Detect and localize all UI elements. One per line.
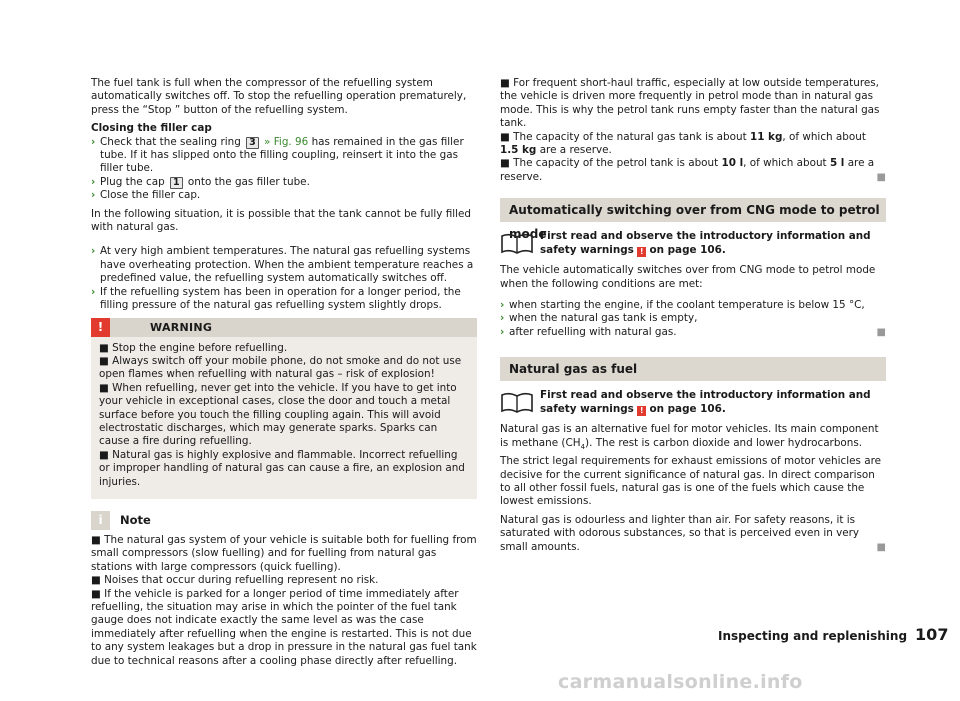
condition-text: when the natural gas tank is empty, [509,312,698,325]
arrow-icon: › [91,175,96,188]
value: 5 l [829,157,845,170]
end-mark-icon: ■ [876,326,886,338]
page-link[interactable]: on page 106. [649,402,726,415]
warning-icon: ! [637,247,646,257]
paragraph-text: Natural gas is an alternative fuel for motor vehicles. Its main component is methane (CH [500,423,879,449]
first-read-text: First read and observe the introductory information and safety warnings [540,389,871,415]
bullet-text: The capacity of the natural gas tank is about [513,130,747,143]
arrow-icon: › [91,135,96,148]
warning-body [91,337,477,499]
bullet-icon: ■ [99,381,109,394]
warning-text: Stop the engine before refuelling. [112,341,288,354]
condition-item [91,245,477,285]
note-text: Noises that occur during refuelling represent no risk. [104,574,379,587]
note-item [91,588,477,668]
step-item [91,189,477,202]
paragraph-text: Natural gas is odourless and lighter than air. For safety reasons, it is saturated with odorous substances, so that is perceived even in very small amounts. [500,513,860,553]
paragraph: In the following situation, it is possible that the tank cannot be fully filled with natural gas. [91,207,472,234]
end-mark-icon: ■ [876,541,886,553]
warning-item [99,355,469,382]
paragraph: The vehicle automatically switches over from CNG mode to petrol mode when the following conditions are met: [500,264,876,290]
open-book-icon [500,232,534,254]
condition-item [500,299,886,312]
note-text: If the vehicle is parked for a longer period of time immediately after refuelling, the situation may arise in which the pointer of the fuel tank gauge does not indicate exactly the same level as was the case immediately after refuelling when the engine is restarted. This is not due to any system leakages but a drop in pressure in the natural gas fuel tank due to technical reasons after a cooling phase directly after refuelling. [91,587,477,667]
end-mark-icon: ■ [876,171,886,183]
step-item [91,176,477,189]
paragraph [500,514,886,554]
paragraph [500,423,886,450]
bullet-icon: ■ [99,448,109,461]
bullet-text: are a reserve. [500,157,875,183]
bullet-text: For frequent short-haul traffic, especially at low outside temperatures, the vehicle is driven more frequently in petrol mode than in natural gas mode. This is why the petrol tank runs empty faster than the natural gas tank. [500,77,880,130]
condition-item [500,326,886,339]
note-body [91,534,477,668]
step-item [91,136,477,176]
arrow-icon: › [500,299,505,312]
arrow-icon: › [91,189,96,202]
bullet-icon: ■ [99,354,109,367]
warning-item [99,382,469,449]
right-column [500,77,886,559]
bullet-icon: ■ [500,157,510,170]
left-column [91,77,477,668]
value: 1.5 kg [500,144,537,157]
page-link[interactable]: on page 106. [649,243,726,256]
subscript: 4 [580,442,586,451]
note-title: Note [120,512,151,527]
first-read-note [500,230,886,258]
first-read-text: First read and observe the introductory information and safety warnings [540,230,871,256]
bullet-text: , of which about [743,157,827,170]
condition-text: when starting the engine, if the coolant temperature is below 15 °C, [509,299,865,312]
page-footer [718,625,949,644]
condition-item [500,312,886,325]
bullet-item [500,131,886,158]
first-read-note [500,389,886,417]
subheading-closing: Closing the filler cap [91,122,212,135]
info-icon: i [91,511,110,530]
page-number: 107 [915,625,949,644]
condition-text: after refuelling with natural gas. [509,325,677,338]
bullet-text: , of which about [782,130,866,143]
note-text: The natural gas system of your vehicle is suitable both for fuelling from small compressors (slow fuelling) and for fuelling from natural gas stations with large compressors (quick fuelling). [91,533,477,573]
step-text: onto the gas filler tube. [187,175,310,188]
bullet-icon: ■ [99,341,109,354]
warning-text: When refuelling, never get into the vehicle. If you have to get into your vehicle in exceptional cases, close the door and touch a metal surface before you touch the filling coupling again. This will avoid electrostatic discharges, which may generate sparks. Sparks can cause a fire during refuelling. [99,381,457,448]
bullet-text: The capacity of the petrol tank is about [513,157,719,170]
paragraph: The fuel tank is full when the compressor of the refuelling system automatically switches off. To stop the refuelling operation prematurely, press the “Stop ” button of the refuelling system. [91,77,467,116]
note-item [91,574,477,587]
bullet-item [500,157,886,184]
arrow-icon: › [91,245,96,258]
section-heading: Natural gas as fuel [500,357,886,381]
condition-text: At very high ambient temperatures. The natural gas refuelling systems have overheating protection. When the ambient temperature reaches a predefined value, the refuelling system automatically switches off. [100,245,474,285]
bullet-icon: ■ [91,587,101,600]
open-book-icon [500,391,534,413]
bullet-icon: ■ [500,130,510,143]
bullet-item [500,77,886,131]
warning-text: Natural gas is highly explosive and flammable. Incorrect refuelling or improper handling of natural gas can cause a fire, an explosion and injuries. [99,448,465,488]
figure-link[interactable]: » Fig. 96 [264,135,309,148]
step-text: Plug the cap [100,175,165,188]
warning-icon: ! [91,318,110,337]
warning-item [99,449,469,489]
bullet-text: are a reserve. [539,144,612,157]
paragraph: The strict legal requirements for exhaust emissions of motor vehicles are decisive for the current significance of natural gas. In direct comparison to all other fossil fuels, natural gas is one of the fuels which cause the lowest emissions. [500,455,882,508]
note-header [91,511,477,530]
step-text: Close the filler cap. [100,189,201,202]
footer-section-title: Inspecting and replenishing [718,629,908,643]
arrow-icon: › [500,325,505,338]
warning-header [91,318,477,337]
bullet-icon: ■ [500,77,510,89]
warning-text: Always switch off your mobile phone, do not smoke and do not use open flames when refuelling with natural gas – risk of explosion! [99,354,462,381]
step-text: has remained in the gas filler tube. If it has slipped onto the filling coupling, reinsert it into the gas filler tube. [100,135,464,175]
value: 10 l [721,157,744,170]
note-item [91,534,477,574]
condition-item [91,286,477,313]
figure-callout: 3 [246,137,259,149]
warning-item [99,342,469,355]
arrow-icon: › [91,285,96,298]
bullet-icon: ■ [91,533,101,546]
watermark: carmanualsonline.info [558,671,803,693]
condition-text: If the refuelling system has been in operation for a longer period, the filling pressure of the natural gas refuelling system slightly drops. [100,285,461,312]
value: 11 kg [749,130,783,143]
arrow-icon: › [500,312,505,325]
figure-callout: 1 [170,177,183,189]
warning-icon: ! [637,406,646,416]
bullet-icon: ■ [91,574,101,587]
paragraph-text: ). The rest is carbon dioxide and lower hydrocarbons. [585,436,863,449]
warning-title: WARNING [150,320,213,334]
step-text: Check that the sealing ring [100,135,241,148]
section-heading: Automatically switching over from CNG mode to petrol mode [500,198,886,222]
